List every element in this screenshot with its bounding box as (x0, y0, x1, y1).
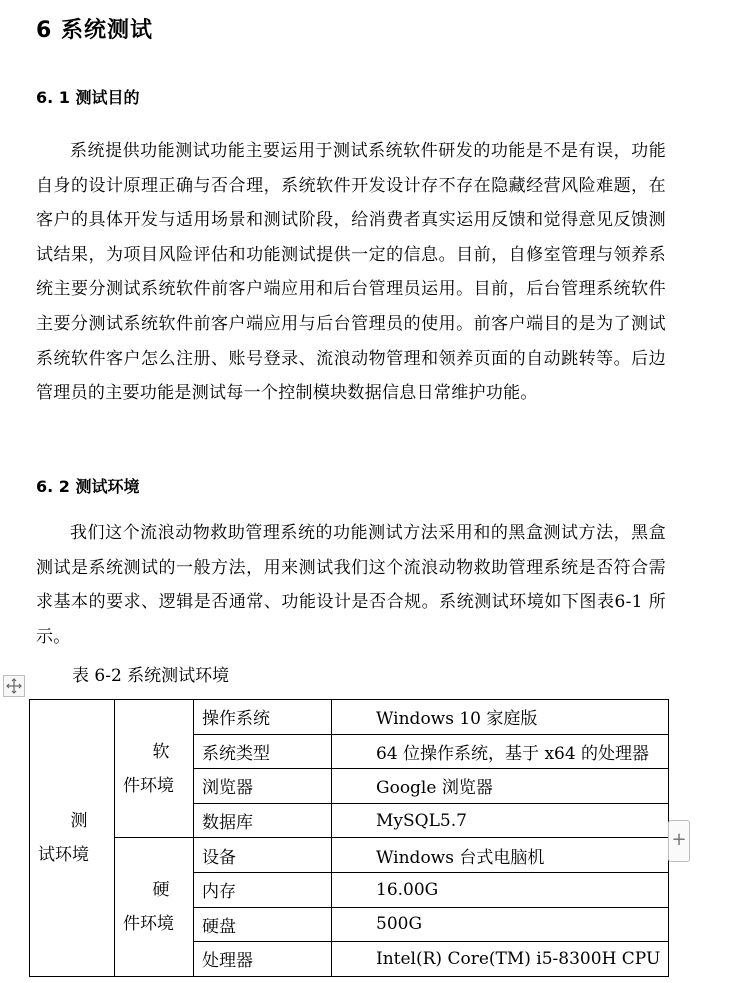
value-browser: Google 浏览器 (332, 769, 669, 804)
category-hardware-line2: 件环境 (123, 914, 174, 935)
value-memory: 16.00G (332, 872, 669, 907)
label-processor: 处理器 (194, 942, 332, 977)
group-cell-test-environment (30, 700, 115, 977)
value-device: Windows 台式电脑机 (332, 838, 669, 873)
table-row (30, 700, 669, 735)
value-processor: Intel(R) Core(TM) i5-8300H CPU (332, 942, 669, 977)
paragraph-test-purpose: 系统提供功能测试功能主要运用于测试系统软件研发的功能是不是有误，功能自身的设计原理正确与否合理，系统软件开发设计存不存在隐藏经营风险难题，在客户的具体开发与适用场景和测试阶段，给消费者真实运用反馈和觉得意见反馈测试结果，为项目风险评估和功能测试提供一定的信息。目前，自修室管理与领养系统主要分测试系统软件前客户端应用和后台管理员运用。目前，后台管理系统软件主要分测试系统软件前客户端应用与后台管理员的使用。前客户端目的是为了测试系统软件客户怎么注册、账号登录、流浪动物管理和领养页面的自动跳转等。后边管理员的主要功能是测试每一个控制模块数据信息日常维护功能。 (36, 141, 666, 404)
category-software-line2: 件环境 (123, 775, 174, 796)
table-row (30, 838, 669, 873)
value-database: MySQL5.7 (332, 803, 669, 838)
value-disk: 500G (332, 907, 669, 942)
plus-icon[interactable]: + (668, 820, 690, 862)
category-hardware-line1: 硬 (152, 880, 170, 901)
table-caption: 表 6-2 系统测试环境 (72, 666, 230, 686)
chapter-heading: 6 系统测试 (36, 18, 153, 43)
move-arrows-icon[interactable] (3, 675, 25, 697)
label-browser: 浏览器 (194, 769, 332, 804)
label-disk: 硬盘 (194, 907, 332, 942)
category-cell-hardware (115, 838, 194, 976)
label-os: 操作系统 (194, 700, 332, 735)
group-label-line2: 试环境 (38, 844, 89, 865)
label-database: 数据库 (194, 803, 332, 838)
test-environment-table (29, 699, 669, 977)
label-memory: 内存 (194, 872, 332, 907)
group-label-line1: 测 (70, 810, 88, 831)
category-cell-software (115, 700, 194, 838)
category-software-line1: 软 (152, 741, 170, 762)
paragraph-test-environment: 我们这个流浪动物救助管理系统的功能测试方法采用和的黑盒测试方法，黑盒测试是系统测试的一般方法，用来测试我们这个流浪动物救助管理系统是否符合需求基本的要求、逻辑是否通常、功能设计是否合规。系统测试环境如下图表6-1 所示。 (36, 523, 666, 647)
label-device: 设备 (194, 838, 332, 873)
label-system-type: 系统类型 (194, 734, 332, 769)
value-os: Windows 10 家庭版 (332, 700, 669, 735)
value-system-type: 64 位操作系统，基于 x64 的处理器 (332, 734, 669, 769)
section-heading-test-purpose: 6. 1 测试目的 (36, 88, 140, 107)
section-heading-test-environment: 6. 2 测试环境 (36, 477, 140, 496)
